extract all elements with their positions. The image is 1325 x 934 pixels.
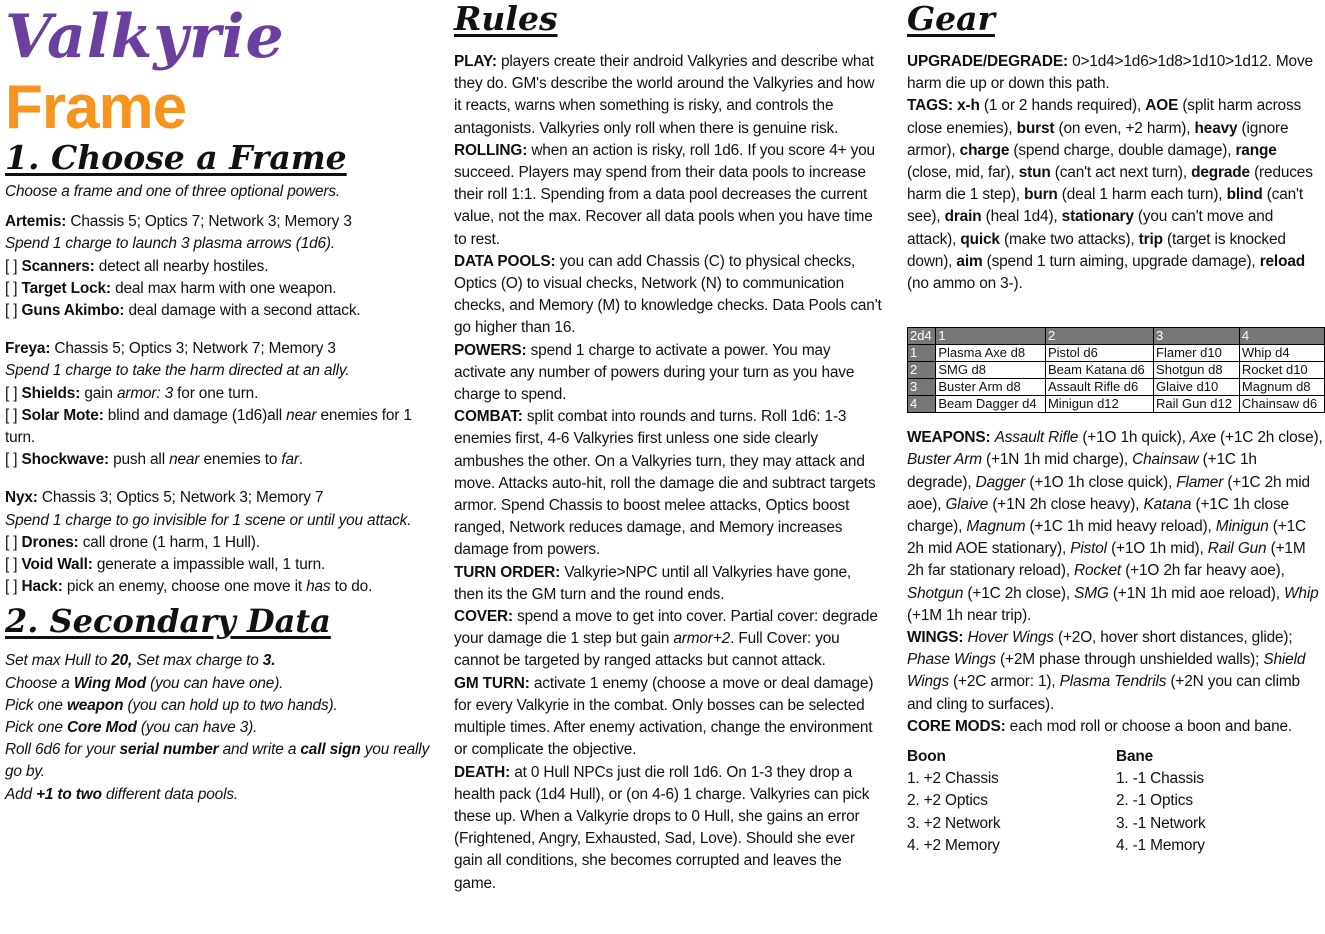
rule-key: GM TURN: (454, 674, 530, 692)
tag-desc: (make two attacks), (999, 230, 1139, 248)
table-cell: Beam Dagger d4 (936, 396, 1046, 413)
weapon-desc: (+1O 1h mid), (1106, 540, 1208, 558)
weapon-desc: (+1O 1h quick), (1078, 429, 1190, 447)
checkbox: [ ] (5, 279, 22, 297)
power-keyword: has (306, 578, 331, 596)
core-line: Pick one Core Mod (you can have 3). (5, 719, 258, 737)
checkbox: [ ] (5, 556, 22, 574)
spacer (5, 322, 437, 338)
rule-key: PLAY: (454, 53, 497, 70)
table-row-key: 1 (908, 345, 936, 362)
table-row (908, 345, 1325, 362)
rule-key: COMBAT: (454, 408, 523, 426)
tag-desc: (you can't move and attack), (907, 208, 1274, 248)
rule-item (454, 406, 884, 561)
weapon-desc: (+1N 2h close heavy), (988, 495, 1144, 513)
table-cell: Glaive d10 (1154, 379, 1240, 396)
wing-name: Plasma Tendrils (1059, 673, 1167, 691)
weapon-name: Rail Gun (1207, 540, 1267, 558)
table-row (908, 379, 1325, 396)
power-name: Guns Akimbo: (21, 302, 125, 320)
rule-item (454, 762, 884, 895)
power-text: enemies to (199, 451, 282, 469)
power-text: enemies for 1 turn. (5, 406, 412, 447)
tag-name: quick (960, 230, 1000, 248)
tag-desc: (can't see), (907, 186, 1303, 226)
tag-name: reload (1259, 252, 1305, 270)
tag-desc: (1 or 2 hands required), (979, 97, 1146, 115)
pools-line: Add +1 to two different data pools. (5, 785, 239, 803)
frame-block (5, 487, 437, 598)
tag-desc: (can't act next turn), (1050, 164, 1192, 182)
weapon-desc: (+1C 2h mid aoe), (907, 473, 1310, 513)
weapon-name: Katana (1143, 495, 1192, 513)
column-gear (907, 0, 1325, 934)
frame-block (5, 211, 437, 322)
gear-body (907, 51, 1325, 295)
boon-item: 1. +2 Chassis (907, 770, 999, 788)
rule-text: at 0 Hull NPCs just die roll 1d6. On 1-3 they drop a health pack (1d4 Hull), or (on 4-6) 1 charge. Valkyries can pick these up. When a Valkyrie drops to 0 Hull, she gains an error (Frightened, Angry, Exhausted, Sad, Love). Should she ever gain all conditions, she becomes corrupted and leaves the game. (454, 763, 870, 892)
boon-item: 3. +2 Network (907, 814, 1001, 832)
power-option (5, 532, 437, 554)
tag-name: x-h (957, 97, 980, 115)
wing-line: Choose a Wing Mod (you can have one). (5, 674, 284, 692)
power-option (5, 278, 437, 300)
rule-item (454, 673, 884, 762)
table-cell: Buster Arm d8 (936, 379, 1046, 396)
power-name: Target Lock: (21, 279, 111, 297)
wings-list: WINGS: Hover Wings (+2O, hover short distances, glide); Phase Wings (+2M phase through unshielded walls); Shield Wings (+2C armor: 1), Plasma Tendrils (+2N you can climb and cling to surfaces). (907, 629, 1306, 713)
section1-heading: 1. Choose a Frame (5, 138, 347, 177)
weapon-roll-table (907, 327, 1325, 413)
bane-item: 2. -1 Optics (1116, 792, 1193, 810)
tag-desc: (heal 1d4), (981, 208, 1062, 226)
frame-charge: Spend 1 charge to take the harm directed at an ally. (5, 362, 350, 380)
table-row (908, 396, 1325, 413)
rule-item (454, 562, 884, 606)
bane-item: 1. -1 Chassis (1116, 770, 1204, 788)
brand-title: Valkyrie (5, 2, 285, 72)
tag-name: degrade (1191, 164, 1250, 182)
rule-keyword: armor+2 (673, 630, 731, 648)
weapon-name: Magnum (966, 518, 1026, 536)
rules-body (454, 51, 884, 895)
frame-block (5, 338, 437, 471)
power-text: deal max harm with one weapon. (110, 279, 337, 297)
tag-name: trip (1138, 230, 1163, 248)
power-name: Scanners: (21, 257, 95, 275)
frame-charge: Spend 1 charge to go invisible for 1 scene or until you attack. (5, 511, 412, 529)
rule-text: you can add Chassis (C) to physical checks, Optics (O) to visual checks, Network (N) to communication checks, and Memory (M) to knowledge checks. Data Pools can't go higher than 16. (454, 252, 882, 337)
weapon-desc: (+1N 1h mid charge), (981, 451, 1133, 469)
wing-name: Hover Wings (967, 629, 1054, 647)
tag-name: drain (944, 208, 982, 226)
rule-key: COVER: (454, 608, 513, 626)
table-header-cell: 2 (1045, 328, 1153, 345)
weapon-name: Glaive (945, 495, 989, 513)
weapon-line: Pick one weapon (you can hold up to two hands). (5, 696, 338, 714)
weapon-name: Flamer (1176, 473, 1224, 491)
tag-name: burn (1024, 186, 1058, 204)
wing-name: Shield Wings (907, 651, 1306, 691)
rule-key: DEATH: (454, 763, 511, 781)
rule-key: ROLLING: (454, 141, 528, 159)
wing-desc: (+2O, hover short distances, glide); (1053, 629, 1293, 647)
tag-desc: (reduces harm die 1 step), (907, 164, 1313, 204)
wing-name: Phase Wings (907, 651, 996, 669)
power-name: Shockwave: (21, 451, 109, 469)
wing-desc: (+2C armor: 1), (948, 673, 1060, 691)
tag-name: charge (959, 141, 1010, 159)
gear-heading: Gear (907, 0, 995, 38)
upgrade-rule: UPGRADE/DEGRADE: 0>1d4>1d6>1d8>1d10>1d12. Move harm die up or down this path. (907, 53, 1313, 93)
spacer (5, 471, 437, 487)
tag-desc: (spend 1 turn aiming, upgrade damage), (982, 252, 1260, 270)
weapon-desc: (+1M 1h near trip). (907, 606, 1032, 624)
table-row-key: 2 (908, 362, 936, 379)
table-cell: Pistol d6 (1045, 345, 1153, 362)
table-header-cell: 3 (1154, 328, 1240, 345)
rule-text: Valkyrie>NPC until all Valkyries have gone, then its the GM turn and the round ends. (454, 563, 852, 603)
checkbox: [ ] (5, 257, 22, 275)
tag-desc: (no ammo on 3-). (907, 275, 1023, 293)
tag-name: range (1235, 141, 1277, 159)
table-row-key: 4 (908, 396, 936, 413)
core-mods: CORE MODS: each mod roll or choose a boon and bane. (907, 717, 1293, 735)
bane-item: 4. -1 Memory (1116, 836, 1205, 854)
rule-item (454, 51, 884, 140)
power-option (5, 405, 437, 449)
rule-text: spend a move to get into cover. Partial cover: degrade your damage die 1 step but gain (454, 608, 878, 648)
secondary-data-body (5, 650, 437, 805)
frames-body (5, 181, 437, 598)
power-option (5, 383, 437, 405)
weapon-desc: (+1C 2h close), (1215, 429, 1323, 447)
rules-heading: Rules (454, 0, 558, 38)
tag-name: stun (1018, 164, 1051, 182)
weapon-desc: (+1C 1h mid heavy reload), (1025, 518, 1216, 536)
power-text: to do. (330, 578, 373, 596)
frame-name: Artemis: (5, 213, 67, 231)
checkbox: [ ] (5, 578, 22, 596)
rule-text: when an action is risky, roll 1d6. If you score 4+ you succeed. Players may spend from their data pools to increase their roll 1:1. Spending from a data pool decreases the current value, not the max. Recover all data pools when you have time to rest. (454, 141, 875, 248)
brand-subtitle: Frame (5, 73, 187, 142)
power-text: detect all nearby hostiles. (94, 257, 269, 275)
weapon-desc: (+1C 2h close), (963, 584, 1075, 602)
power-option (5, 300, 437, 322)
table-cell: Magnum d8 (1239, 379, 1324, 396)
power-text: generate a impassible wall, 1 turn. (92, 556, 326, 574)
rule-item (454, 251, 884, 340)
power-option (5, 554, 437, 576)
power-text: call drone (1 harm, 1 Hull). (78, 533, 260, 551)
power-name: Shields: (21, 384, 81, 402)
table-header-cell: 1 (936, 328, 1046, 345)
weapon-desc: (+1O 2h far heavy aoe), (1121, 562, 1285, 580)
rule-item (454, 140, 884, 251)
boon-item: 2. +2 Optics (907, 792, 988, 810)
frame-stat-values: Chassis 3; Optics 5; Network 3; Memory 7 (37, 489, 324, 507)
weapon-name: Pistol (1070, 540, 1107, 558)
power-text: gain (80, 384, 117, 402)
frame-stats (5, 211, 437, 233)
weapon-desc: (+1C 1h degrade), (907, 451, 1257, 491)
rule-item (454, 340, 884, 407)
section2-heading: 2. Secondary Data (5, 602, 331, 641)
table-header-cell: 2d4 (908, 328, 936, 345)
weapon-name: Axe (1189, 429, 1216, 447)
weapon-desc: (+1C 1h close charge), (907, 495, 1289, 536)
rule-text: activate 1 enemy (choose a move or deal damage) for every Valkyrie in the combat. Only bosses can be selected multiple times. After enemy activation, change the environment or complicate the objective. (454, 674, 874, 759)
gear-lists (907, 427, 1325, 857)
column-rules (454, 0, 884, 934)
table-cell: SMG d8 (936, 362, 1046, 379)
frames-intro: Choose a frame and one of three optional powers. (5, 183, 341, 200)
checkbox: [ ] (5, 384, 22, 402)
weapon-name: Minigun (1215, 518, 1269, 536)
tag-desc: (target is knocked down), (907, 230, 1286, 270)
tag-desc: (close, mid, far), (907, 164, 1019, 182)
frame-stat-values: Chassis 5; Optics 3; Network 7; Memory 3 (50, 340, 336, 358)
power-name: Drones: (21, 533, 79, 551)
rule-text: players create their android Valkyries and describe what they do. GM's describe the world around the Valkyries and how it reacts, warns when something is risky, and controls the antagonists. Valkyries only roll when there is genuine risk. (454, 53, 875, 137)
tag-name: burst (1016, 119, 1055, 137)
column-frames (5, 0, 437, 934)
bane-item: 3. -1 Network (1116, 814, 1206, 832)
weapon-name: SMG (1074, 584, 1109, 602)
weapon-name: Shotgun (907, 584, 964, 602)
boon-item: 4. +2 Memory (907, 836, 1000, 854)
weapon-name: Whip (1284, 584, 1319, 602)
frame-list (5, 211, 437, 598)
tag-name: aim (956, 252, 983, 270)
wing-desc: (+2M phase through unshielded walls); (995, 651, 1264, 669)
bane-list: Bane 1. -1 Chassis 2. -1 Optics 3. -1 Network 4. -1 Memory (1116, 746, 1325, 857)
power-keyword: armor: 3 (116, 384, 174, 402)
rule-key: TURN ORDER: (454, 563, 561, 581)
weapons-list: WEAPONS: Assault Rifle (+1O 1h quick), Axe (+1C 2h close), Buster Arm (+1N 1h mid charge), Chainsaw (+1C 1h degrade), Dagger (+1O 1h close quick), Flamer (+1C 2h mid aoe), Glaive (+1N 2h close heavy), Katana (+1C 1h close charge), Magnum (+1C 1h mid heavy reload), Minigun (+1C 2h mid AOE stationary), Pistol (+1O 1h mid), Rail Gun (+1M 2h far stationary reload), Rocket (+1O 2h far heavy aoe), Shotgun (+1C 2h close), SMG (+1N 1h mid aoe reload), Whip (+1M 1h near trip). (907, 429, 1323, 624)
table-cell: Flamer d10 (1154, 345, 1240, 362)
power-keyword: near (286, 406, 317, 424)
power-text: push all (108, 451, 170, 469)
rule-text: . Full Cover: you cannot be targeted by ranged attacks but cannot attack. (454, 630, 840, 670)
table-cell: Shotgun d8 (1154, 362, 1240, 379)
checkbox: [ ] (5, 302, 22, 320)
power-text: . (298, 451, 304, 469)
power-keyword: far (281, 451, 299, 469)
table-header-cell: 4 (1239, 328, 1324, 345)
power-text: deal damage with a second attack. (124, 302, 361, 320)
rule-text: split combat into rounds and turns. Roll 1d6: 1-3 enemies first, 4-6 Valkyries first unless one side clearly ambushes the other. On a Valkyries turn, they may attack and move. Attacks auto-hit, roll the damage die and subtract targets armor. Spend Chassis to boost melee attacks, Optics boost ranged, Network reduces damage, and Memory increases damage from powers. (454, 408, 876, 559)
power-option (5, 449, 437, 471)
table-cell: Rail Gun d12 (1154, 396, 1240, 413)
weapon-desc: (+1O 1h close quick), (1025, 473, 1177, 491)
weapon-desc: (+1M 2h far stationary reload), (907, 540, 1306, 580)
hull-line: Set max Hull to 20, Set max charge to 3. (5, 652, 276, 670)
boon-bane (907, 746, 1325, 857)
power-name: Void Wall: (21, 556, 93, 574)
power-name: Hack: (21, 578, 63, 596)
rule-key: POWERS: (454, 341, 527, 359)
tag-desc: (ignore armor), (907, 119, 1289, 159)
frame-name: Freya: (5, 340, 51, 358)
table-cell: Minigun d12 (1045, 396, 1153, 413)
tag-desc: (spend charge, double damage), (1009, 141, 1236, 159)
table-row-key: 3 (908, 379, 936, 396)
weapon-name: Assault Rifle (994, 429, 1079, 447)
serial-line: Roll 6d6 for your serial number and write a call sign you really go by. (5, 741, 430, 781)
boon-list: Boon 1. +2 Chassis 2. +2 Optics 3. +2 Network 4. +2 Memory (907, 746, 1116, 857)
power-text: blind and damage (1d6)all (103, 406, 287, 424)
rule-text: spend 1 charge to activate a power. You may activate any number of powers during your turn as you have charge to spend. (454, 341, 855, 404)
table-cell: Assault Rifle d6 (1045, 379, 1153, 396)
checkbox: [ ] (5, 406, 22, 424)
tag-name: blind (1226, 186, 1263, 204)
weapon-name: Dagger (975, 473, 1026, 491)
power-name: Solar Mote: (21, 406, 104, 424)
power-text: pick an enemy, choose one move it (62, 578, 307, 596)
tag-name: stationary (1061, 208, 1134, 226)
checkbox: [ ] (5, 451, 22, 469)
frame-stats (5, 487, 437, 509)
power-option (5, 576, 437, 598)
power-keyword: near (169, 451, 200, 469)
checkbox: [ ] (5, 533, 22, 551)
tags-list: TAGS: x-h (1 or 2 hands required), AOE (split harm across close enemies), burst (on even, +2 harm), heavy (ignore armor), charge (spend charge, double damage), range (close, mid, far), stun (can't act next turn), degrade (reduces harm die 1 step), burn (deal 1 harm each turn), blind (can't see), drain (heal 1d4), stationary (you can't move and attack), quick (make two attacks), trip (target is knocked down), aim (spend 1 turn aiming, upgrade damage), reload (no ammo on 3-). (907, 97, 1313, 293)
tag-name: heavy (1194, 119, 1238, 137)
frame-name: Nyx: (5, 489, 38, 507)
weapon-name: Chainsaw (1132, 451, 1199, 469)
table-cell: Beam Katana d6 (1045, 362, 1153, 379)
power-option (5, 256, 437, 278)
table-cell: Plasma Axe d8 (936, 345, 1046, 362)
tag-name: AOE (1145, 97, 1179, 115)
tag-desc: (on even, +2 harm), (1054, 119, 1195, 137)
frame-stat-values: Chassis 5; Optics 7; Network 3; Memory 3 (66, 213, 352, 231)
wing-desc: (+2N you can climb and cling to surfaces). (907, 673, 1300, 713)
table-header-row (908, 328, 1325, 345)
table-cell: Rocket d10 (1239, 362, 1324, 379)
table-row (908, 362, 1325, 379)
rule-item (454, 606, 884, 673)
tag-desc: (deal 1 harm each turn), (1057, 186, 1227, 204)
table-cell: Whip d4 (1239, 345, 1324, 362)
weapon-name: Rocket (1074, 562, 1122, 580)
tag-desc: (split harm across close enemies), (907, 97, 1302, 137)
rule-key: DATA POOLS: (454, 252, 556, 270)
weapon-desc: (+1C 2h mid AOE stationary), (907, 518, 1306, 558)
weapon-desc: (+1N 1h mid aoe reload), (1108, 584, 1285, 602)
table-cell: Chainsaw d6 (1239, 396, 1324, 413)
frame-charge: Spend 1 charge to launch 3 plasma arrows (1d6). (5, 235, 336, 253)
frame-stats (5, 338, 437, 360)
power-text: for one turn. (173, 384, 259, 402)
weapon-name: Buster Arm (907, 451, 982, 469)
